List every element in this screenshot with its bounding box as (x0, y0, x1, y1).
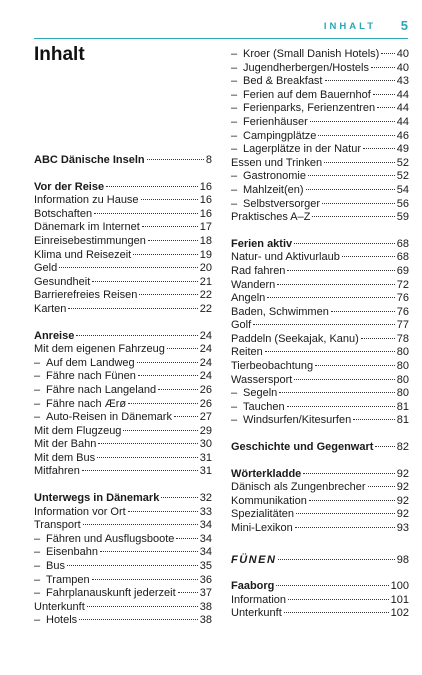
toc-entry-label: Praktisches A–Z (231, 211, 311, 224)
dot-leader (324, 162, 395, 163)
toc-entry-page: 52 (396, 170, 409, 183)
dot-leader (137, 362, 198, 363)
toc-entry[interactable] (34, 276, 212, 290)
toc-section-heading[interactable] (34, 492, 212, 506)
toc-entry-page: 21 (199, 275, 212, 288)
dot-leader (178, 592, 198, 593)
toc-entry-label: – Ferien auf dem Bauernhof (231, 89, 371, 103)
toc-entry[interactable] (231, 508, 409, 522)
toc-entry-label: Unterkunft (231, 607, 282, 620)
toc-entry[interactable] (231, 48, 409, 62)
toc-entry-label: Karten (34, 302, 67, 315)
dot-leader (147, 159, 204, 160)
toc-entry[interactable] (231, 89, 409, 103)
dot-leader (100, 551, 198, 552)
dot-leader (139, 294, 197, 295)
toc-entry-label: Wandern (231, 278, 276, 291)
toc-entry-label: Paddeln (Seekajak, Kanu) (231, 332, 359, 345)
dot-leader (79, 619, 198, 620)
toc-entry-label: – Campingplätze (231, 130, 316, 144)
toc-entry-page: 43 (396, 75, 409, 88)
toc-entry-page: 81 (396, 400, 409, 413)
toc-entry-page: 34 (199, 546, 212, 559)
toc-entry-label: FÜNEN (231, 553, 277, 566)
dot-leader (158, 389, 198, 390)
toc-entry-label: Information zu Hause (34, 194, 139, 207)
section-spacer (34, 317, 212, 330)
toc-entry[interactable] (231, 116, 409, 130)
toc-entry[interactable] (231, 102, 409, 116)
toc-entry-label: Wassersport (231, 373, 293, 386)
toc-entry[interactable] (231, 75, 409, 89)
toc-entry-label: – Ferienhäuser (231, 116, 308, 130)
dot-leader (306, 189, 395, 190)
toc-entry-page: 30 (199, 438, 212, 451)
dot-leader (278, 559, 394, 560)
dot-leader (361, 338, 395, 339)
toc-entry-page: 44 (396, 88, 409, 101)
dot-leader (174, 416, 198, 417)
toc-entry-label: Einreisebestimmungen (34, 234, 146, 247)
toc-entry-page: 77 (396, 319, 409, 332)
toc-entry-label: – Ferienparks, Ferienzentren (231, 102, 375, 116)
dot-leader (308, 175, 395, 176)
toc-entry-label: Essen und Trinken (231, 156, 323, 169)
dot-leader (148, 240, 198, 241)
toc-entry[interactable] (231, 333, 409, 347)
toc-entry[interactable] (34, 533, 212, 547)
toc-entry[interactable] (231, 401, 409, 415)
toc-entry[interactable] (231, 607, 409, 621)
toc-entry[interactable] (34, 235, 212, 249)
toc-entry-page: 27 (199, 411, 212, 424)
dot-leader (106, 186, 198, 187)
toc-entry-page: 92 (396, 508, 409, 521)
header-rule (34, 38, 408, 39)
running-header: INHALT (323, 21, 376, 32)
toc-entry[interactable] (34, 357, 212, 371)
toc-entry-page: 8 (205, 154, 212, 166)
toc-entry-label: Information (231, 593, 287, 606)
toc-entry-label: Botschaften (34, 207, 93, 220)
toc-entry[interactable] (231, 198, 409, 212)
toc-entry-page: 68 (396, 251, 409, 264)
toc-entry-page: 80 (396, 346, 409, 359)
dot-leader (318, 135, 394, 136)
toc-entry-page: 46 (396, 129, 409, 142)
toc-entry-label: – Tauchen (231, 401, 285, 415)
toc-section-heading[interactable] (34, 330, 212, 344)
dot-leader (87, 606, 198, 607)
toc-entry[interactable] (231, 346, 409, 360)
dot-leader (141, 199, 198, 200)
dot-leader (265, 351, 395, 352)
toc-section-heading[interactable] (34, 181, 212, 195)
dot-leader (97, 457, 198, 458)
dot-leader (161, 497, 197, 498)
toc-entry-page: 82 (396, 441, 409, 454)
toc-entry[interactable] (34, 465, 212, 479)
toc-entry[interactable] (34, 262, 212, 276)
dot-leader (253, 324, 395, 325)
toc-entry-label: Transport (34, 519, 81, 532)
toc-entry-page: 101 (390, 593, 409, 606)
toc-entry-label: Natur- und Aktivurlaub (231, 251, 340, 264)
dot-leader (373, 94, 395, 95)
toc-entry-page: 24 (199, 370, 212, 383)
toc-entry[interactable] (231, 495, 409, 509)
toc-entry-page: 22 (199, 289, 212, 302)
toc-entry-label: Tierbeobachtung (231, 360, 314, 373)
toc-entry-label: Golf (231, 319, 252, 332)
toc-entry-label: Unterwegs in Dänemark (34, 492, 160, 505)
dot-leader (83, 524, 198, 525)
toc-entry-label: – Fähre nach Fünen (34, 370, 136, 384)
section-spacer (231, 536, 409, 554)
toc-entry-page: 35 (199, 560, 212, 573)
dot-leader (92, 281, 197, 282)
toc-entry-page: 19 (199, 248, 212, 261)
toc-entry-page: 20 (199, 262, 212, 275)
dot-leader (363, 148, 395, 149)
toc-column-right (231, 48, 409, 621)
section-spacer (34, 479, 212, 492)
toc-entry-page: 17 (199, 221, 212, 234)
toc-entry[interactable] (34, 249, 212, 263)
dot-leader (284, 612, 389, 613)
toc-section-heading[interactable] (231, 580, 409, 594)
toc-entry-label: – Mahlzeit(en) (231, 184, 304, 198)
toc-entry-page: 38 (199, 614, 212, 627)
toc-entry-page: 76 (396, 305, 409, 318)
toc-entry-label: – Fähre nach Ærø (34, 398, 126, 412)
toc-column-left (34, 154, 212, 628)
toc-entry-page: 72 (396, 278, 409, 291)
dot-leader (294, 379, 394, 380)
toc-entry-label: – Bus (34, 560, 65, 574)
toc-entry-label: Mit dem Bus (34, 451, 96, 464)
toc-entry-label: Klima und Reisezeit (34, 248, 132, 261)
toc-entry[interactable] (231, 279, 409, 293)
section-spacer (231, 225, 409, 238)
section-spacer (34, 168, 212, 181)
dot-leader (138, 375, 198, 376)
toc-entry-label: Mit der Bahn (34, 438, 97, 451)
toc-entry-page: 80 (396, 360, 409, 373)
toc-section-heading[interactable] (231, 554, 409, 568)
toc-entry[interactable] (231, 414, 409, 428)
dot-leader (98, 443, 197, 444)
toc-entry-label: Dänemark im Internet (34, 221, 140, 234)
toc-entry[interactable] (231, 265, 409, 279)
toc-entry[interactable] (34, 560, 212, 574)
toc-entry[interactable] (231, 143, 409, 157)
toc-entry-label: ABC Dänische Inseln (34, 154, 145, 166)
toc-entry-page: 100 (390, 580, 409, 593)
toc-entry-page: 22 (199, 302, 212, 315)
toc-entry-page: 93 (396, 522, 409, 534)
toc-entry-label: Spezialitäten (231, 508, 294, 521)
dot-leader (315, 365, 395, 366)
toc-entry[interactable] (34, 208, 212, 222)
toc-entry[interactable] (34, 506, 212, 520)
toc-section-heading[interactable] (231, 441, 409, 455)
dot-leader (59, 267, 198, 268)
toc-entry-page: 80 (396, 387, 409, 400)
dot-leader (322, 203, 395, 204)
toc-entry-page: 69 (396, 264, 409, 277)
dot-leader (303, 473, 394, 474)
dot-leader (368, 486, 395, 487)
toc-entry[interactable] (34, 614, 212, 628)
toc-entry-page: 98 (396, 553, 409, 566)
dot-leader (381, 53, 394, 54)
dot-leader (331, 311, 395, 312)
toc-entry-page: 92 (396, 467, 409, 480)
toc-entry-label: Kommunikation (231, 494, 307, 507)
toc-entry-page: 32 (199, 492, 212, 505)
page-title: Inhalt (34, 44, 85, 65)
toc-entry[interactable] (231, 360, 409, 374)
dot-leader (353, 419, 395, 420)
toc-entry-label: Ferien aktiv (231, 237, 293, 250)
toc-entry-label: – Segeln (231, 387, 277, 401)
toc-entry-label: Reiten (231, 346, 263, 359)
toc-entry[interactable] (34, 546, 212, 560)
toc-entry-label: Angeln (231, 292, 266, 305)
toc-entry-page: 49 (396, 143, 409, 156)
toc-entry[interactable] (34, 221, 212, 235)
toc-entry[interactable] (34, 601, 212, 615)
dot-leader (92, 579, 198, 580)
toc-entry-page: 34 (199, 519, 212, 532)
dot-leader (309, 500, 395, 501)
toc-entry-label: Unterkunft (34, 600, 85, 613)
toc-entry-page: 44 (396, 102, 409, 115)
section-spacer (231, 567, 409, 580)
dot-leader (76, 335, 197, 336)
dot-leader (325, 80, 395, 81)
dot-leader (267, 297, 394, 298)
toc-entry[interactable] (231, 62, 409, 76)
toc-entry-page: 80 (396, 373, 409, 386)
section-spacer (231, 428, 409, 441)
toc-entry-page: 76 (396, 292, 409, 305)
toc-entry-page: 38 (199, 600, 212, 613)
toc-entry-page: 44 (396, 115, 409, 128)
toc-entry[interactable] (231, 387, 409, 401)
toc-entry-label: – Eisenbahn (34, 546, 98, 560)
toc-entry-page: 26 (199, 383, 212, 396)
toc-entry-label: Faaborg (231, 580, 275, 593)
dot-leader (294, 243, 395, 244)
dot-leader (128, 511, 198, 512)
toc-entry[interactable] (34, 289, 212, 303)
toc-entry-page: 36 (199, 573, 212, 586)
toc-entry-page: 37 (199, 587, 212, 600)
dot-leader (68, 308, 197, 309)
toc-entry[interactable] (231, 374, 409, 388)
dot-leader (133, 254, 198, 255)
dot-leader (123, 430, 197, 431)
toc-entry-label: Wörterkladde (231, 467, 302, 480)
toc-entry[interactable] (231, 170, 409, 184)
dot-leader (277, 284, 395, 285)
dot-leader (310, 121, 395, 122)
toc-entry[interactable] (34, 194, 212, 208)
toc-entry-page: 92 (396, 494, 409, 507)
dot-leader (287, 406, 395, 407)
toc-entry[interactable] (34, 398, 212, 412)
toc-entry-label: Mit dem Flugzeug (34, 424, 122, 437)
toc-entry[interactable] (231, 522, 409, 536)
toc-section-heading[interactable] (34, 154, 212, 168)
toc-entry[interactable] (34, 438, 212, 452)
dot-leader (167, 348, 198, 349)
toc-entry-label: – Auf dem Landweg (34, 357, 135, 371)
toc-entry-label: Mitfahren (34, 465, 80, 478)
dot-leader (295, 527, 395, 528)
toc-entry-label: Rad fahren (231, 264, 286, 277)
toc-entry-label: – Kroer (Small Danish Hotels) (231, 48, 379, 62)
toc-entry[interactable] (231, 184, 409, 198)
toc-entry-page: 78 (396, 332, 409, 345)
toc-entry-page: 54 (396, 183, 409, 196)
toc-entry-page: 68 (396, 237, 409, 250)
toc-entry[interactable] (231, 157, 409, 171)
toc-entry-label: Baden, Schwimmen (231, 305, 329, 318)
dot-leader (279, 392, 394, 393)
dot-leader (94, 213, 198, 214)
toc-entry-label: – Auto-Reisen in Dänemark (34, 411, 172, 425)
dot-leader (375, 446, 394, 447)
toc-entry[interactable] (34, 384, 212, 398)
dot-leader (296, 513, 395, 514)
toc-entry[interactable] (231, 292, 409, 306)
dot-leader (276, 585, 388, 586)
toc-entry-label: Geschichte und Gegenwart (231, 441, 374, 454)
toc-entry[interactable] (231, 319, 409, 333)
toc-entry-label: Anreise (34, 329, 75, 342)
toc-entry-label: – Fahrplanauskunft jederzeit (34, 587, 176, 601)
toc-entry[interactable] (34, 425, 212, 439)
toc-entry-label: Mit dem eigenen Fahrzeug (34, 343, 165, 356)
toc-section-heading[interactable] (231, 468, 409, 482)
toc-entry-label: – Jugendherbergen/Hostels (231, 62, 369, 76)
toc-entry-page: 16 (199, 207, 212, 220)
toc-entry-label: Barrierefreies Reisen (34, 289, 138, 302)
toc-entry-label: – Fähren und Ausflugsboote (34, 533, 174, 547)
section-spacer (231, 455, 409, 468)
toc-entry-page: 34 (199, 532, 212, 545)
toc-entry-label: Information vor Ort (34, 505, 126, 518)
page-number: 5 (400, 18, 408, 33)
toc-entry-label: Mini-Lexikon (231, 522, 293, 534)
toc-entry-page: 52 (396, 156, 409, 169)
toc-entry[interactable] (231, 481, 409, 495)
dot-leader (287, 270, 394, 271)
toc-entry-page: 31 (199, 465, 212, 478)
toc-entry-page: 33 (199, 505, 212, 518)
toc-entry[interactable] (34, 587, 212, 601)
toc-entry[interactable] (231, 130, 409, 144)
dot-leader (67, 565, 198, 566)
toc-entry[interactable] (34, 343, 212, 357)
dot-leader (142, 226, 198, 227)
toc-entry[interactable] (34, 303, 212, 317)
dot-leader (82, 470, 198, 471)
dot-leader (288, 599, 389, 600)
toc-entry[interactable] (34, 574, 212, 588)
toc-entry[interactable] (34, 452, 212, 466)
toc-entry-page: 40 (396, 61, 409, 74)
dot-leader (371, 67, 395, 68)
toc-entry-page: 102 (390, 607, 409, 620)
toc-entry[interactable] (231, 251, 409, 265)
toc-entry-label: Vor der Reise (34, 180, 105, 193)
toc-entry-label: – Gastronomie (231, 170, 306, 184)
dot-leader (312, 216, 394, 217)
dot-leader (176, 538, 197, 539)
toc-entry-label: – Hotels (34, 614, 77, 628)
toc-entry-label: – Lagerplätze in der Natur (231, 143, 361, 157)
toc-entry-page: 81 (396, 414, 409, 427)
toc-entry-label: Geld (34, 262, 58, 275)
toc-entry-page: 24 (199, 343, 212, 356)
toc-entry[interactable] (34, 411, 212, 425)
toc-entry-label: – Trampen (34, 574, 90, 588)
toc-entry-page: 31 (199, 451, 212, 464)
toc-entry-page: 16 (199, 194, 212, 207)
page-header (0, 0, 422, 40)
toc-entry[interactable] (34, 370, 212, 384)
toc-entry-label: – Windsurfen/Kitesurfen (231, 414, 351, 428)
toc-entry-page: 56 (396, 197, 409, 210)
toc-entry-label: Gesundheit (34, 275, 91, 288)
toc-entry[interactable] (231, 594, 409, 608)
dot-leader (377, 107, 395, 108)
toc-entry[interactable] (231, 306, 409, 320)
toc-entry-page: 59 (396, 211, 409, 224)
toc-entry-page: 26 (199, 397, 212, 410)
toc-entry-page: 92 (396, 481, 409, 494)
toc-entry-label: – Bed & Breakfast (231, 75, 323, 89)
toc-entry-page: 16 (199, 180, 212, 193)
toc-entry-page: 24 (199, 356, 212, 369)
toc-entry-page: 18 (199, 234, 212, 247)
toc-entry-page: 24 (199, 329, 212, 342)
toc-section-heading[interactable] (231, 238, 409, 252)
dot-leader (342, 256, 395, 257)
toc-entry-label: Dänisch als Zungenbrecher (231, 481, 366, 494)
dot-leader (128, 403, 198, 404)
toc-entry-page: 29 (199, 424, 212, 437)
toc-entry-label: – Fähre nach Langeland (34, 384, 156, 398)
toc-entry[interactable] (231, 211, 409, 225)
toc-entry-page: 40 (396, 48, 409, 60)
toc-entry[interactable] (34, 519, 212, 533)
toc-entry-label: – Selbstversorger (231, 198, 320, 212)
